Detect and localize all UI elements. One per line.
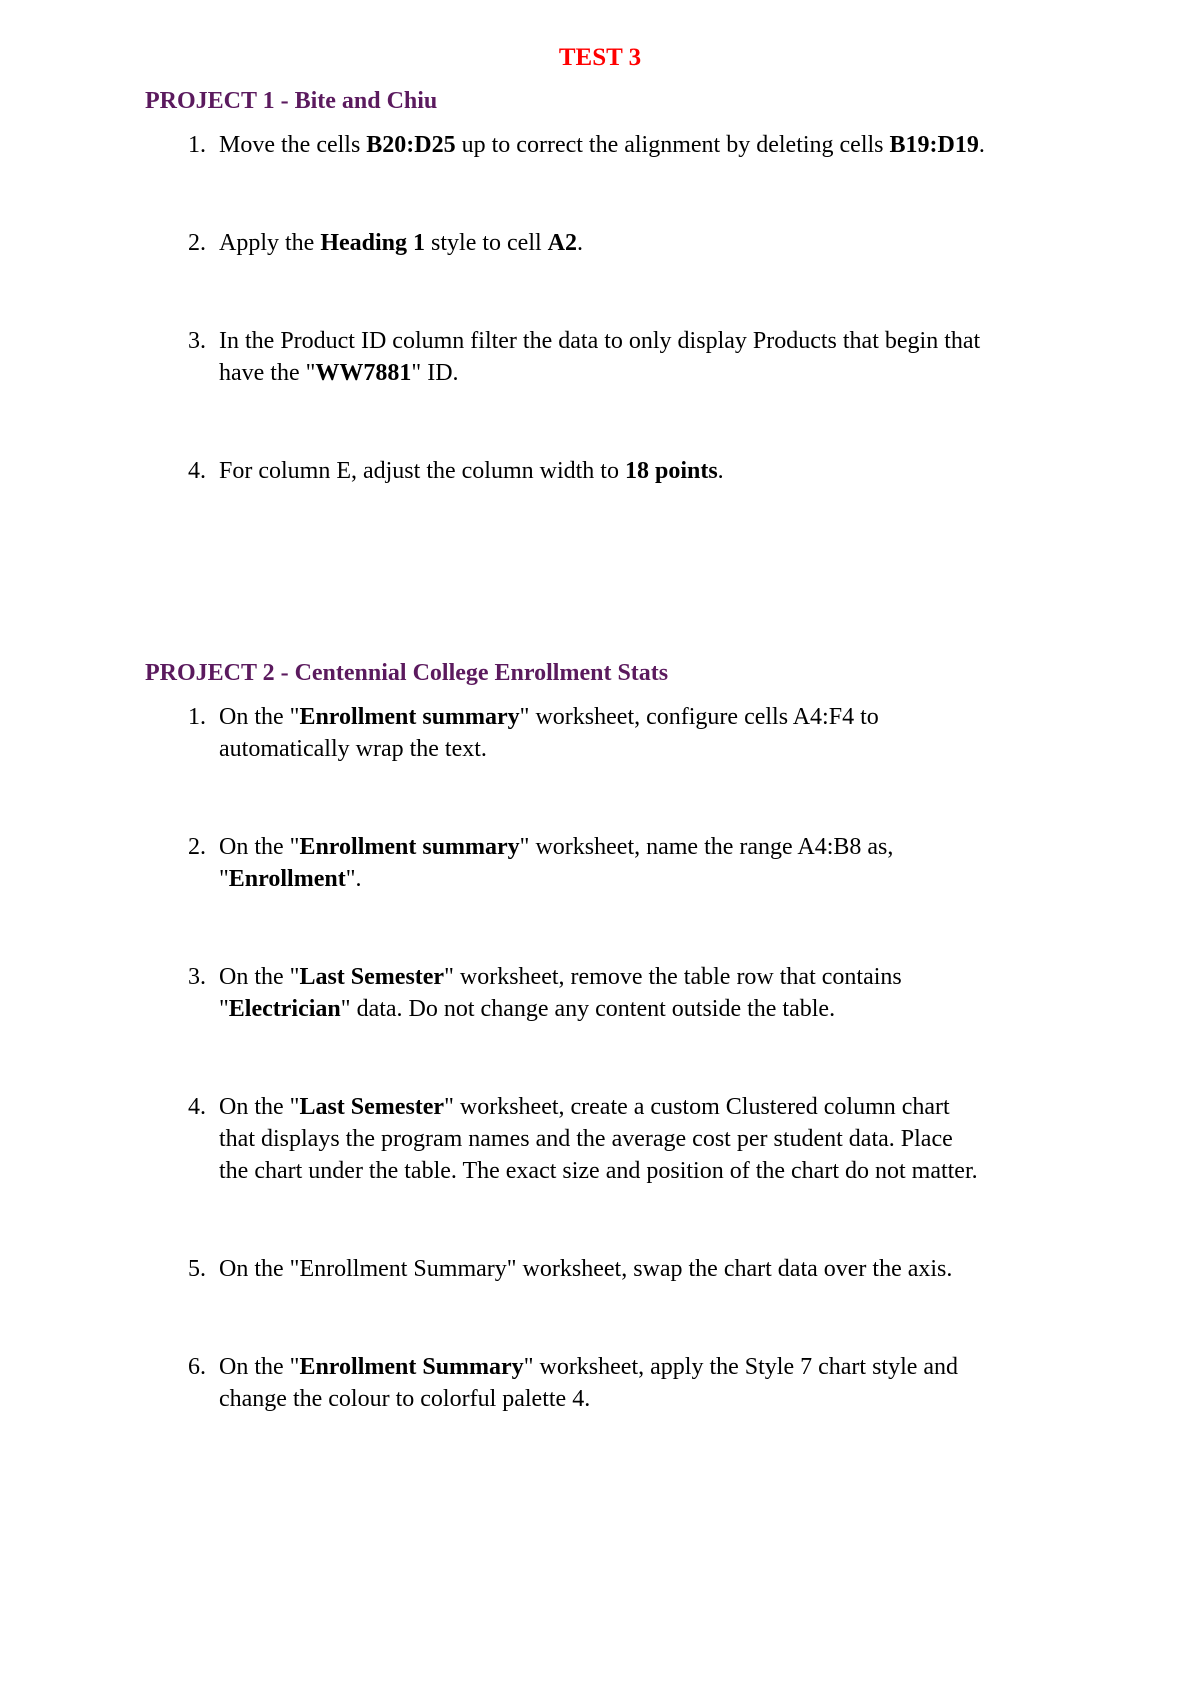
task-number: 5. [188, 1256, 206, 1282]
task-number: 4. [188, 458, 206, 484]
task-number: 6. [188, 1354, 206, 1380]
task-text: On the "Enrollment summary" worksheet, configure cells A4:F4 to automatically wrap the text. [219, 704, 879, 762]
task-number: 1. [188, 132, 206, 158]
task-text: For column E, adjust the column width to 18 points. [219, 458, 724, 484]
document-title: TEST 3 [558, 44, 642, 71]
task-text: On the "Enrollment Summary" worksheet, apply the Style 7 chart style and change the colour to colorful palette 4. [219, 1354, 959, 1412]
task-number: 3. [188, 964, 206, 990]
task-text: On the "Enrollment summary" worksheet, name the range A4:B8 as, "Enrollment". [219, 834, 894, 892]
task-text: On the "Last Semester" worksheet, create a custom Clustered column chart that displays the program names and the average cost per student data. Place the chart under the table. The exact size and position of the chart do not matter. [219, 1094, 978, 1184]
task-number: 1. [188, 704, 206, 730]
task-number: 2. [188, 834, 206, 860]
task-text: On the "Enrollment Summary" worksheet, swap the chart data over the axis. [219, 1256, 953, 1282]
task-text: Move the cells B20:D25 up to correct the alignment by deleting cells B19:D19. [219, 132, 985, 158]
task-text: On the "Last Semester" worksheet, remove the table row that contains "Electrician" data. Do not change any content outside the table. [219, 964, 902, 1022]
project-1-heading: PROJECT 1 - Bite and Chiu [145, 88, 438, 114]
task-number: 3. [188, 328, 206, 354]
project-2-heading: PROJECT 2 - Centennial College Enrollment Stats [145, 660, 669, 686]
task-text: In the Product ID column filter the data to only display Products that begin that have the "WW7881" ID. [219, 328, 981, 386]
task-number: 4. [188, 1094, 206, 1120]
task-number: 2. [188, 230, 206, 256]
task-text: Apply the Heading 1 style to cell A2. [219, 230, 583, 256]
